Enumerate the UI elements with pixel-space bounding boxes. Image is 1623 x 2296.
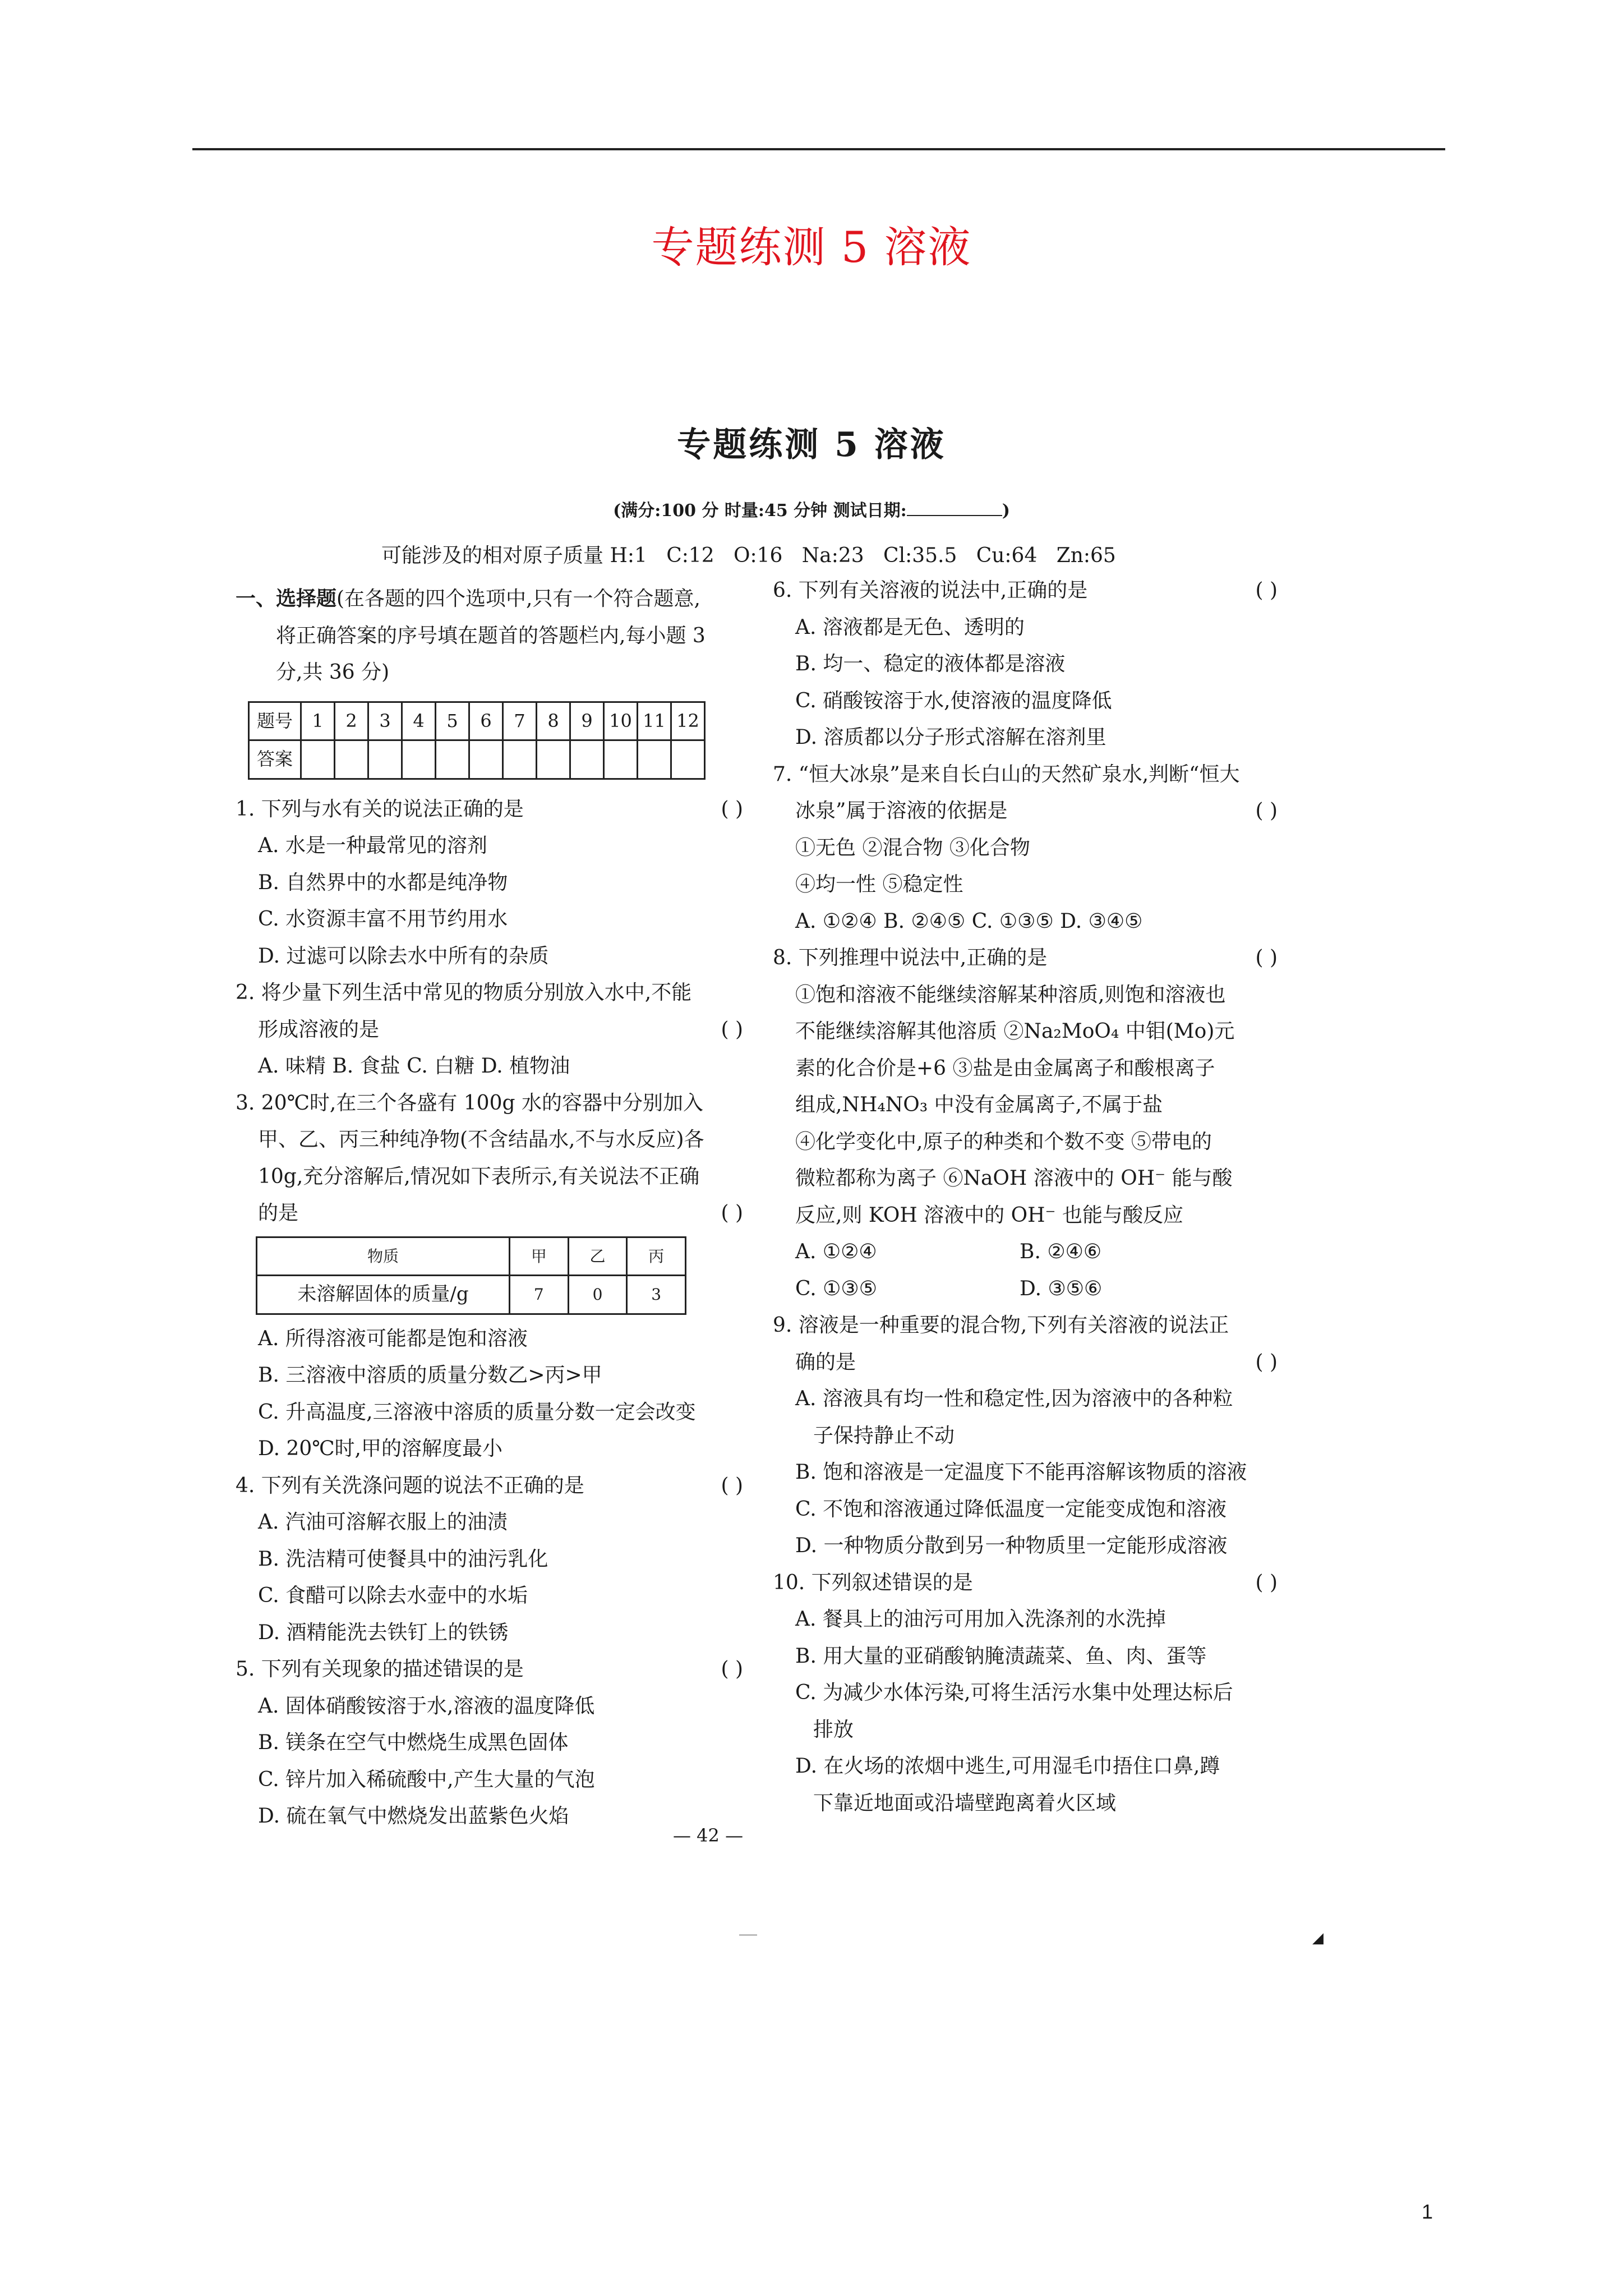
atomic-masses: 可能涉及的相对原子质量 H:1 C:12 O:16 Na:23 Cl:35.5 Cu:64 Zn:65 <box>381 544 1116 567</box>
option: C. 升高温度,三溶液中溶质的质量分数一定会改变 <box>258 1400 696 1424</box>
document-title: 专题练测 5 溶液 <box>651 222 972 272</box>
option: A. 汽油可溶解衣服上的油渍 <box>258 1511 508 1534</box>
page-number: 1 <box>1422 2200 1433 2223</box>
question-9-stem: 9. 溶液是一种重要的混合物,下列有关溶液的说法正 <box>773 1314 1229 1337</box>
option: B. 自然界中的水都是纯净物 <box>258 871 508 894</box>
option: C. 硝酸铵溶于水,使溶液的温度降低 <box>795 689 1112 712</box>
section-title: 一、选择题(在各题的四个选项中,只有一个符合题意, <box>236 587 700 610</box>
option: C. 锌片加入稀硫酸中,产生大量的气泡 <box>258 1768 595 1791</box>
option: A. 餐具上的油污可用加入洗涤剂的水洗掉 <box>795 1608 1166 1631</box>
question-6-stem: 6. 下列有关溶液的说法中,正确的是 ( ) <box>773 579 1278 602</box>
option: C. 水资源丰富不用节约用水 <box>258 908 508 931</box>
answer-cell[interactable] <box>368 740 402 779</box>
option: D. 20℃时,甲的溶解度最小 <box>258 1437 502 1460</box>
option: D. 过滤可以除去水中所有的杂质 <box>258 944 549 968</box>
option: A. 溶液都是无色、透明的 <box>795 615 1025 639</box>
options: C. ①③⑤ D. ③⑤⑥ <box>795 1277 1103 1300</box>
option: D. 溶质都以分子形式溶解在溶剂里 <box>795 726 1106 749</box>
option: B. 三溶液中溶质的质量分数乙>丙>甲 <box>258 1364 602 1387</box>
answer-cell[interactable] <box>301 740 335 779</box>
answer-table-header: 题号 <box>249 702 301 740</box>
answer-cell[interactable] <box>335 740 368 779</box>
option: C. 食醋可以除去水壶中的水垢 <box>258 1584 528 1607</box>
scan-page-number: — 42 — <box>673 1825 744 1846</box>
answer-cell[interactable] <box>604 740 638 779</box>
answer-cell[interactable] <box>671 740 705 779</box>
option: D. 一种物质分散到另一种物质里一定能形成溶液 <box>795 1534 1228 1557</box>
answer-cell[interactable] <box>402 740 436 779</box>
option: B. 均一、稳定的液体都是溶液 <box>795 652 1066 675</box>
question-2-stem: 2. 将少量下列生活中常见的物质分别放入水中,不能 <box>236 981 692 1004</box>
solubility-table: 物质 甲 乙 丙 未溶解固体的质量/g 7 0 3 <box>256 1236 686 1315</box>
option: A. 所得溶液可能都是饱和溶液 <box>258 1327 528 1350</box>
section-instruction: 分,共 36 分) <box>276 661 390 684</box>
option: B. 用大量的亚硝酸钠腌渍蔬菜、鱼、肉、蛋等 <box>795 1644 1207 1668</box>
options: A. 味精 B. 食盐 C. 白糖 D. 植物油 <box>258 1055 570 1078</box>
worksheet-title: 专题练测 5 溶液 <box>677 425 946 464</box>
answer-cell[interactable] <box>436 740 469 779</box>
question-10-stem: 10. 下列叙述错误的是 ( ) <box>773 1571 1278 1594</box>
question-3-stem: 3. 20℃时,在三个各盛有 100g 水的容器中分别加入 <box>236 1091 703 1115</box>
option: D. 酒精能洗去铁钉上的铁锈 <box>258 1621 509 1644</box>
left-column: 一、选择题(在各题的四个选项中,只有一个符合题意, 将正确答案的序号填在题首的答题栏内,每小题 3 分,共 36 分) 题号 1 2 3 4 5 6 7 8 9 10 11 12 答案 1. 下列与水有关的说法正确的是 ( ) A. 水是一种最常见的溶剂 B. 自然界中的水都是纯净物 C. 水资源丰富不用节约用水 D. 过滤可以除去水中所有的杂质 2. 将少量下列生活中常见的物质分别放入水中,不能 形成溶液的是 ( ) A. 味精 B. 食盐 C. 白糖 D. 植物油 3. 20℃时,在三个各盛有 100g 水的容器中分别加入 甲、乙、丙三种纯净物(不含结晶水,不与水反应)各 10g,充分溶解后,情况如下表所示,有关说法不正确 的是 ( ) 物质 甲 乙 丙 未溶解固体的质量/g 7 0 3 A. 所得溶液可能都是饱和溶液 B. 三溶液中溶质的质量分数乙>丙>甲 C. 升高温度,三溶液中溶质的质量分数一定会改变 D. 20℃时,甲的溶解度最小 4. 下列有关洗涤问题的说法不正确的是 ( ) A. 汽油可溶解衣服上的油渍 B. 洗洁精可使餐具中的油污乳化 C. 食醋可以除去水壶中的水垢 D. 酒精能洗去铁钉上的铁锈 5. 下列有关现象的描述错误的是 ( ) A. 固体硝酸铵溶于水,溶液的温度降低 B. 镁条在空气中燃烧生成黑色固体 C. 锌片加入稀硫酸中,产生大量的气泡 D. 硫在氧气中燃烧发出蓝紫色火焰 <box>236 581 743 1835</box>
option: C. 为减少水体污染,可将生活污水集中处理达标后 <box>795 1681 1233 1704</box>
test-info: (满分:100 分 时量:45 分钟 测试日期: ) <box>613 501 1010 521</box>
answer-cell[interactable] <box>638 740 671 779</box>
option: C. 不饱和溶液通过降低温度一定能变成饱和溶液 <box>795 1497 1227 1521</box>
scan-artifact <box>739 1934 757 1936</box>
options: A. ①②④ B. ②④⑥ <box>795 1240 1102 1263</box>
top-rule <box>192 148 1445 150</box>
answer-cell[interactable] <box>469 740 503 779</box>
option: B. 镁条在空气中燃烧生成黑色固体 <box>258 1731 569 1754</box>
option: A. 水是一种最常见的溶剂 <box>258 834 487 857</box>
answer-table: 题号 1 2 3 4 5 6 7 8 9 10 11 12 答案 <box>248 701 706 780</box>
question-8-stem: 8. 下列推理中说法中,正确的是 ( ) <box>773 946 1278 969</box>
option: D. 硫在氧气中燃烧发出蓝紫色火焰 <box>258 1805 569 1828</box>
question-7-stem: 7. “恒大冰泉”是来自长白山的天然矿泉水,判断“恒大 <box>773 762 1240 786</box>
corner-mark: ◢ <box>1312 1930 1324 1947</box>
option: B. 饱和溶液是一定温度下不能再溶解该物质的溶液 <box>795 1461 1247 1484</box>
right-column: 6. 下列有关溶液的说法中,正确的是 ( ) A. 溶液都是无色、透明的 B. 均一、稳定的液体都是溶液 C. 硝酸铵溶于水,使溶液的温度降低 D. 溶质都以分子形式溶解在溶剂里 7. “恒大冰泉”是来自长白山的天然矿泉水,判断“恒大 冰泉”属于溶液的依据是 ( ) ①无色 ②混合物 ③化合物 ④均一性 ⑤稳定性 A. ①②④ B. ②④⑤ C. ①③⑤ D. ③④⑤ 8. 下列推理中说法中,正确的是 ( ) ①饱和溶液不能继续溶解某种溶质,则饱和溶液也 不能继续溶解其他溶质 ②Na₂MoO₄ 中钼(Mo)元 素的化合价是+6 ③盐是由金属离子和酸根离子 组成,NH₄NO₃ 中没有金属离子,不属于盐 ④化学变化中,原子的种类和个数不变 ⑤带电的 微粒都称为离子 ⑥NaOH 溶液中的 OH⁻ 能与酸 反应,则 KOH 溶液中的 OH⁻ 也能与酸反应 A. ①②④ B. ②④⑥ C. ①③⑤ D. ③⑤⑥ 9. 溶液是一种重要的混合物,下列有关溶液的说法正 确的是 ( ) A. 溶液具有均一性和稳定性,因为溶液中的各种粒 子保持静止不动 B. 饱和溶液是一定温度下不能再溶解该物质的溶液 C. 不饱和溶液通过降低温度一定能变成饱和溶液 D. 一种物质分散到另一种物质里一定能形成溶液 10. 下列叙述错误的是 ( ) A. 餐具上的油污可用加入洗涤剂的水洗掉 B. 用大量的亚硝酸钠腌渍蔬菜、鱼、肉、蛋等 C. 为减少水体污染,可将生活污水集中处理达标后 排放 D. 在火场的浓烟中逃生,可用湿毛巾捂住口鼻,蹲 下靠近地面或沿墙壁跑离着火区域 <box>773 572 1278 1821</box>
option: A. 固体硝酸铵溶于水,溶液的温度降低 <box>258 1694 595 1718</box>
option: B. 洗洁精可使餐具中的油污乳化 <box>258 1547 548 1571</box>
section-instruction: 将正确答案的序号填在题首的答题栏内,每小题 3 <box>276 624 706 647</box>
option: A. 溶液具有均一性和稳定性,因为溶液中的各种粒 <box>795 1387 1233 1410</box>
answer-cell[interactable] <box>537 740 570 779</box>
answer-cell[interactable] <box>503 740 537 779</box>
date-blank <box>907 515 1002 516</box>
question-1-stem: 1. 下列与水有关的说法正确的是 ( ) <box>236 797 743 821</box>
option: D. 在火场的浓烟中逃生,可用湿毛巾捂住口鼻,蹲 <box>795 1755 1220 1778</box>
answer-cell[interactable] <box>570 740 604 779</box>
answer-row-label: 答案 <box>249 740 301 779</box>
question-4-stem: 4. 下列有关洗涤问题的说法不正确的是 ( ) <box>236 1474 743 1497</box>
question-5-stem: 5. 下列有关现象的描述错误的是 ( ) <box>236 1658 743 1681</box>
options: A. ①②④ B. ②④⑤ C. ①③⑤ D. ③④⑤ <box>795 909 1143 933</box>
